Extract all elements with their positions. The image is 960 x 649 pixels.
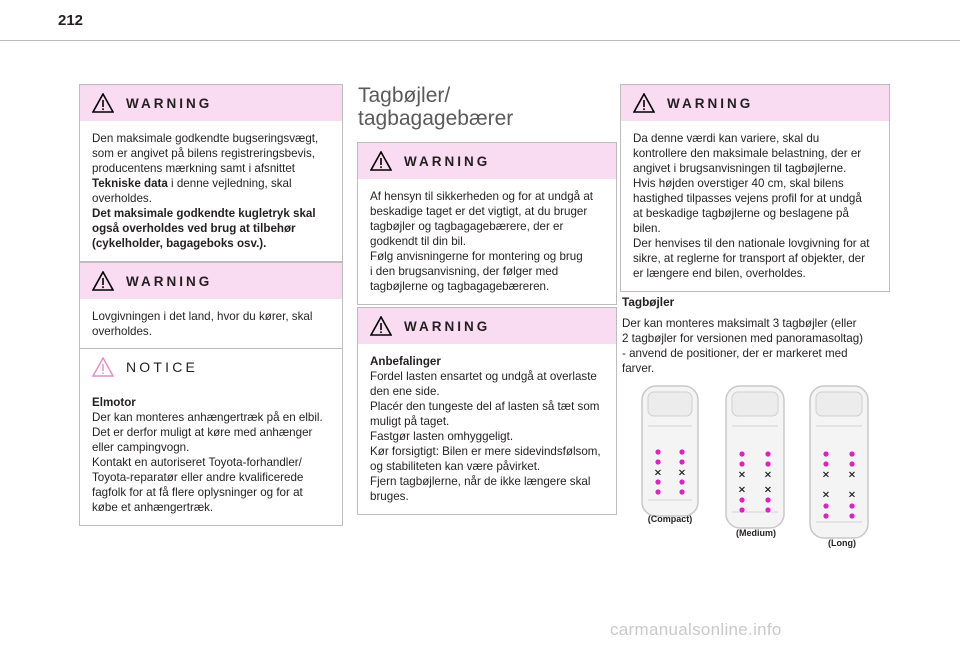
text: beskadige taget er det vigtigt, at du bruger (370, 205, 588, 218)
warning-icon (370, 316, 392, 336)
van-compact (642, 386, 698, 516)
text: muligt på taget. (370, 415, 450, 428)
header-rule (0, 40, 960, 41)
text: sikre, at reglerne for transport af objekter, der (633, 252, 865, 265)
text: bilen. (633, 222, 661, 235)
text: den ene side. (370, 385, 440, 398)
paragraph-line: Der kan monteres maksimalt 3 tagbøjler (eller (622, 317, 857, 330)
bold-text: Tekniske data (92, 177, 168, 190)
bar-position-dot (679, 459, 684, 464)
text-line (92, 191, 330, 206)
bar-position-dot (823, 461, 828, 466)
figure-label-long: (Long) (828, 538, 856, 548)
warning-title: WARNING (126, 95, 213, 111)
bar-position-dot (739, 507, 744, 512)
bold-text: Anbefalinger (370, 355, 441, 368)
bar-position-cross: × (737, 469, 747, 481)
bold-text: Det maksimale godkendte kugletryk skal (92, 207, 316, 220)
text-line (92, 146, 330, 161)
bar-position-cross: × (737, 484, 747, 496)
text: producentens mærkning samt i afsnittet (92, 162, 295, 175)
text: Den maksimale godkendte bugseringsvægt, (92, 132, 319, 145)
text: og stabiliteten kan være påvirket. (370, 460, 541, 473)
warning-header (80, 85, 342, 121)
text-line (92, 470, 330, 485)
text: bruges. (370, 490, 409, 503)
warning-box-legislation (79, 262, 343, 350)
text-line (370, 399, 604, 414)
roof-bars-paragraph (622, 316, 888, 376)
bar-position-dot (849, 451, 854, 456)
text: Der henvises til den nationale lovgivning for at (633, 237, 870, 250)
text-line (370, 264, 604, 279)
warning-icon (92, 93, 114, 113)
text: Fjern tagbøjlerne, når de ikke længere skal (370, 475, 591, 488)
bar-position-dot (655, 459, 660, 464)
bar-position-dot (655, 489, 660, 494)
warning-box-recommendations (357, 307, 617, 515)
bar-position-dot (739, 497, 744, 502)
bar-position-dot (679, 449, 684, 454)
text: kontrollere den maksimale belastning, der er (633, 147, 862, 160)
warning-icon (92, 271, 114, 291)
warning-header (621, 85, 889, 121)
warning-header (358, 143, 616, 179)
text-line (370, 444, 604, 459)
notice-header (80, 349, 342, 385)
text: tagbøjler og tagbagagebærere, der er (370, 220, 564, 233)
bar-position-cross: × (847, 489, 857, 501)
text-line (370, 414, 604, 429)
bar-position-dot (655, 449, 660, 454)
text: Følg anvisningerne for montering og brug (370, 250, 583, 263)
warning-icon (370, 151, 392, 171)
warning-text (358, 344, 616, 514)
figure-label-medium: (Medium) (736, 528, 776, 538)
text: Kontakt en autoriseret Toyota-forhandler/ (92, 456, 302, 469)
text-line (370, 384, 604, 399)
text-line (633, 131, 877, 146)
warning-text (358, 179, 616, 304)
paragraph-line: - anvend de positioner, der er markeret med (622, 347, 848, 360)
text-line (92, 324, 330, 339)
section-title (358, 84, 513, 130)
text: Kør forsigtigt: Bilen er mere sidevindsfølsom, (370, 445, 601, 458)
text-line (370, 459, 604, 474)
warning-box-roof-safety (357, 142, 617, 305)
bar-position-cross: × (821, 489, 831, 501)
warning-title: WARNING (126, 273, 213, 289)
text-line (370, 204, 604, 219)
text: i denne vejledning, skal (167, 177, 292, 190)
text: fagfolk for at få flere oplysninger og for at (92, 486, 303, 499)
notice-box-elmotor (79, 348, 343, 526)
bold-text: også overholdes ved brug at tilbehør (92, 222, 296, 235)
text-line (633, 146, 877, 161)
bold-text: Elmotor (92, 396, 136, 409)
notice-text (80, 385, 342, 525)
text-line (633, 191, 877, 206)
text: Af hensyn til sikkerheden og for at undgå at (370, 190, 593, 203)
notice-icon (92, 357, 114, 377)
van-medium (726, 386, 784, 528)
text-line (633, 251, 877, 266)
text: hastighed tilpasses vejens profil for at undgå (633, 192, 862, 205)
warning-box-towing (79, 84, 343, 262)
text-line (92, 455, 330, 470)
text-line (633, 161, 877, 176)
bar-position-dot (739, 461, 744, 466)
warning-text (80, 121, 342, 261)
text: som er angivet på bilens registreringsbevis, (92, 147, 315, 160)
warning-title: WARNING (667, 95, 754, 111)
warning-icon (633, 93, 655, 113)
text-line (633, 221, 877, 236)
bar-position-cross: × (653, 467, 663, 479)
text-line (370, 354, 604, 369)
text: Der kan monteres anhængertræk på en elbil. (92, 411, 323, 424)
bar-position-dot (849, 461, 854, 466)
text-line (370, 249, 604, 264)
text-line (92, 440, 330, 455)
text: godkendt til din bil. (370, 235, 467, 248)
text: Placér den tungeste del af lasten så tæt som (370, 400, 600, 413)
bar-position-dot (679, 479, 684, 484)
bar-position-cross: × (677, 467, 687, 479)
notice-title: NOTICE (126, 359, 199, 375)
warning-title: WARNING (404, 318, 491, 334)
page-number: 212 (58, 12, 84, 29)
bar-position-dot (765, 507, 770, 512)
text-line (370, 234, 604, 249)
text: overholdes. (92, 325, 152, 338)
text: Det er derfor muligt at køre med anhænger (92, 426, 313, 439)
bar-position-dot (739, 451, 744, 456)
text: Da denne værdi kan variere, skal du (633, 132, 820, 145)
text: købe et anhængertræk. (92, 501, 214, 514)
warning-header (358, 308, 616, 344)
text-line (370, 279, 604, 294)
text-line (92, 425, 330, 440)
text: at beskadige tagbøjlerne og beslagene på (633, 207, 849, 220)
text-line (370, 474, 604, 489)
text-line (92, 236, 330, 251)
text-line (92, 309, 330, 324)
text-line (92, 410, 330, 425)
bar-position-cross: × (763, 484, 773, 496)
text-line (370, 189, 604, 204)
bar-position-dot (823, 451, 828, 456)
text-line (370, 489, 604, 504)
bar-position-dot (655, 479, 660, 484)
bar-position-cross: × (847, 469, 857, 481)
text-line (370, 219, 604, 234)
text: Fastgør lasten omhyggeligt. (370, 430, 514, 443)
warning-text (621, 121, 889, 291)
section-title-line: Tagbøjler/ (358, 84, 451, 107)
bold-text: (cykelholder, bagageboks osv.). (92, 237, 267, 250)
bar-position-cross: × (821, 469, 831, 481)
bar-position-dot (765, 497, 770, 502)
bar-position-dot (823, 513, 828, 518)
text: Fordel lasten ensartet og undgå at overlaste (370, 370, 597, 383)
text-line (633, 206, 877, 221)
text: overholdes. (92, 192, 152, 205)
warning-header (80, 263, 342, 299)
warning-box-load-limit (620, 84, 890, 292)
bar-position-cross: × (763, 469, 773, 481)
paragraph-line: 2 tagbøjler for versionen med panoramasoltag) (622, 332, 864, 345)
text-line (633, 236, 877, 251)
text-line (633, 266, 877, 281)
subheading-roof-bars: Tagbøjler (622, 295, 675, 309)
bar-position-dot (765, 461, 770, 466)
bar-position-dot (849, 503, 854, 508)
bar-position-dot (679, 489, 684, 494)
text: Toyota-reparatør eller andre kvalificerede (92, 471, 304, 484)
text: Lovgivningen i det land, hvor du kører, skal (92, 310, 313, 323)
figure-label-compact: (Compact) (647, 514, 693, 524)
paragraph-line: farver. (622, 362, 655, 375)
warning-title: WARNING (404, 153, 491, 169)
text-line (92, 176, 330, 191)
bar-position-dot (765, 451, 770, 456)
text: tagbøjlerne og tagbagagebæreren. (370, 280, 550, 293)
text-line (92, 395, 330, 410)
text: eller campingvogn. (92, 441, 190, 454)
text: er længere end bilen, overholdes. (633, 267, 806, 280)
section-title-line: tagbagagebærer (358, 107, 514, 130)
text-line (92, 131, 330, 146)
text-line (92, 500, 330, 515)
bar-position-dot (849, 513, 854, 518)
text: i den brugsanvisning, der følger med (370, 265, 559, 278)
text-line (92, 206, 330, 221)
warning-text (80, 299, 342, 349)
text-line (370, 369, 604, 384)
text-line (633, 176, 877, 191)
roof-bar-positions-figure (636, 382, 876, 552)
text: Hvis højden overstiger 40 cm, skal bilens (633, 177, 844, 190)
van-long (810, 386, 868, 538)
footer-watermark: carmanualsonline.info (610, 620, 782, 639)
bar-position-dot (823, 503, 828, 508)
text-line (92, 485, 330, 500)
text: angivet i brugsanvisningen til tagbøjlerne. (633, 162, 847, 175)
text-line (92, 161, 330, 176)
text-line (92, 221, 330, 236)
text-line (370, 429, 604, 444)
